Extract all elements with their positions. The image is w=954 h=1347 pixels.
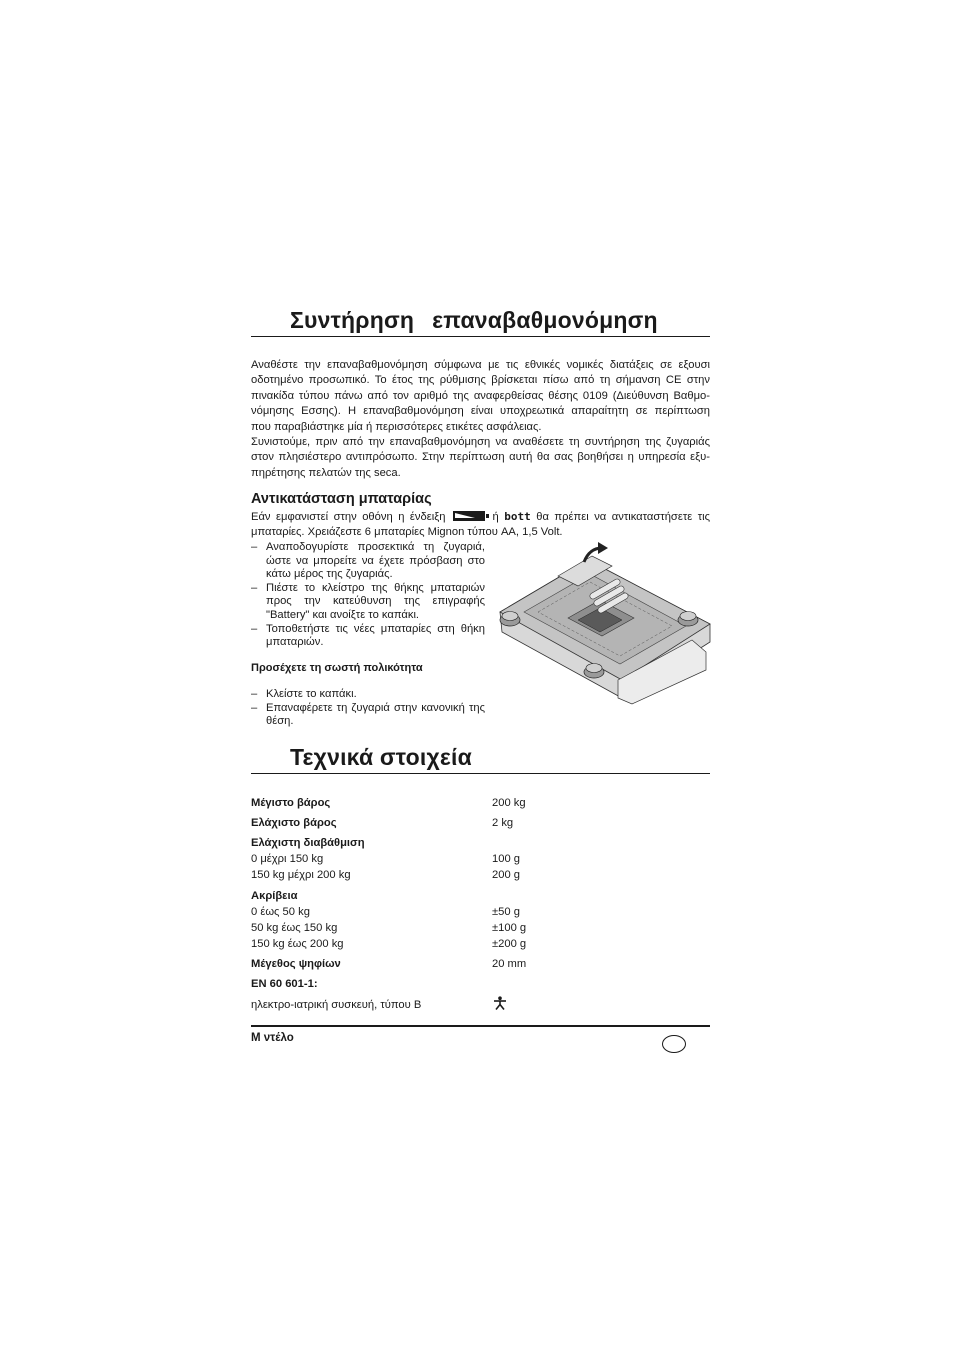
title-rule [251,336,710,337]
maintenance-title-part2: επαναβαθμονόμηση [432,307,658,333]
battery-heading: Αντικατάσταση μπαταρίας [251,491,432,507]
spec-label: Ελάχιστο βάρος [251,817,337,829]
battery-intro-text-after: θα πρέπει να αντικαταστήσετε τις [536,511,711,523]
spec-label: 150 kg έως 200 kg [251,938,344,950]
country-code-oval-icon [662,1035,686,1053]
step-text: Κλείστε το καπάκι. [266,688,357,700]
paragraph-line: νόμησης Εσσης). Η επαναβαθμονόμηση είναι υποχρεωτικά απαραίτητη σε περίπτωση [251,405,710,418]
spec-label: Ελάχιστη διαβάθμιση [251,837,365,849]
spec-label: Μέγιστο βάρος [251,797,331,809]
paragraph-line: στον πλησιέστερο αντιπρόσωπο. Στην περίπτωση αυτή θα σας βοηθήσει η υπηρεσία εξυ- [251,451,710,464]
battery-intro-text: Εάν εμφανιστεί στην οθόνη η ένδειξη [251,511,446,523]
title-rule [251,773,710,774]
spec-value: 2 kg [492,817,514,829]
low-battery-icon [453,511,485,521]
spec-value: 200 kg [492,797,526,809]
spec-label: Μέγεθος ψηφίων [251,958,341,970]
spec-value: 100 g [492,853,520,865]
footer-rule [251,1025,710,1027]
scale-battery-illustration [492,540,714,705]
list-item [251,688,485,702]
spec-label: 0 μέχρι 150 kg [251,853,324,865]
paragraph-line: πινακίδα τύπου πάνω από τον αριθμό της αναφερθείσας θέσης 0109 (Διεύθυνση Βαθμο- [251,389,710,402]
battery-intro-line2: μπαταρίες. Χρειάζεστε 6 μπαταρίες Mignon τύπου AA, 1,5 Volt. [251,526,563,539]
step-text: Τοποθετήστε τις νέες μπαταρίες στη θήκη μπαταριών. [266,622,485,649]
maintenance-title-part1: Συντήρηση [290,307,415,333]
dash-bullet: – [251,701,258,714]
paragraph-line: πηρέτησης πελατών της seca. [251,466,401,479]
dash-bullet: – [251,688,258,700]
spec-label: EN 60 601-1: [251,978,318,990]
spec-label: Ακρίβεια [251,890,298,902]
dash-bullet: – [251,541,258,553]
tech-data-title: Τεχνικά στοιχεία [290,744,472,770]
maintenance-title [290,306,658,334]
list-item [251,623,485,650]
step-text: Αναποδογυρίστε προσεκτικά τη ζυγαριά, ώστε να μπορείτε να έχετε πρόσβαση στο κάτω μέρος της ζυγαριάς. [266,541,485,581]
battery-intro-line1 [251,509,710,525]
spec-label: 50 kg έως 150 kg [251,922,338,934]
spec-value: ±100 g [492,922,527,934]
list-item [251,582,485,623]
type-b-applied-part-icon [493,996,507,1010]
model-label: M ντέλο [251,1032,294,1044]
list-item [251,702,485,729]
battery-steps-after-list [251,688,485,729]
battery-steps-list [251,541,485,650]
list-item [251,541,485,582]
paragraph-line: Συνιστούμε, πριν από την επαναβαθμονόμηση να αναθέσετε τη συντήρηση της ζυγαριάς [251,436,710,449]
recalibration-paragraph [251,358,710,481]
dash-bullet: – [251,622,258,635]
paragraph-line: οδοτημένο προσωπικό. Το έτος της ρύθμισης βρίσκεται πίσω από τη σήμανση CE στην [251,374,710,387]
or-text: ή [492,511,499,523]
dash-bullet: – [251,581,258,594]
spec-value: 200 g [492,869,520,881]
spec-label: ηλεκτρο-ιατρική συσκευή, τύπου B [251,999,422,1011]
battery-intro [251,509,710,541]
step-text: Πιέστε το κλείστρο της θήκης μπαταριών προς την κατεύθυνση της επιγραφής "Battery" και ανοίξτε το καπάκι. [266,581,485,621]
lcd-bott-indicator: bott [504,510,531,523]
spec-label: 0 έως 50 kg [251,906,310,918]
paragraph-line: Αναθέστε την επαναβαθμονόμηση σύμφωνα με τις εθνικές νομικές διατάξεις σε εξουσι [251,359,710,371]
spec-value: ±200 g [492,938,527,950]
spec-value: 20 mm [492,958,527,970]
spec-value: ±50 g [492,906,520,918]
step-text: Επαναφέρετε τη ζυγαριά στην κανονική της θέση. [266,701,485,728]
spec-label: 150 kg μέχρι 200 kg [251,869,351,881]
paragraph-line: που παραβιάστηκε μία ή περισσότερες ετικέτες ασφάλειας. [251,420,542,433]
polarity-note: Προσέχετε τη σωστή πολικότητα [251,662,423,674]
